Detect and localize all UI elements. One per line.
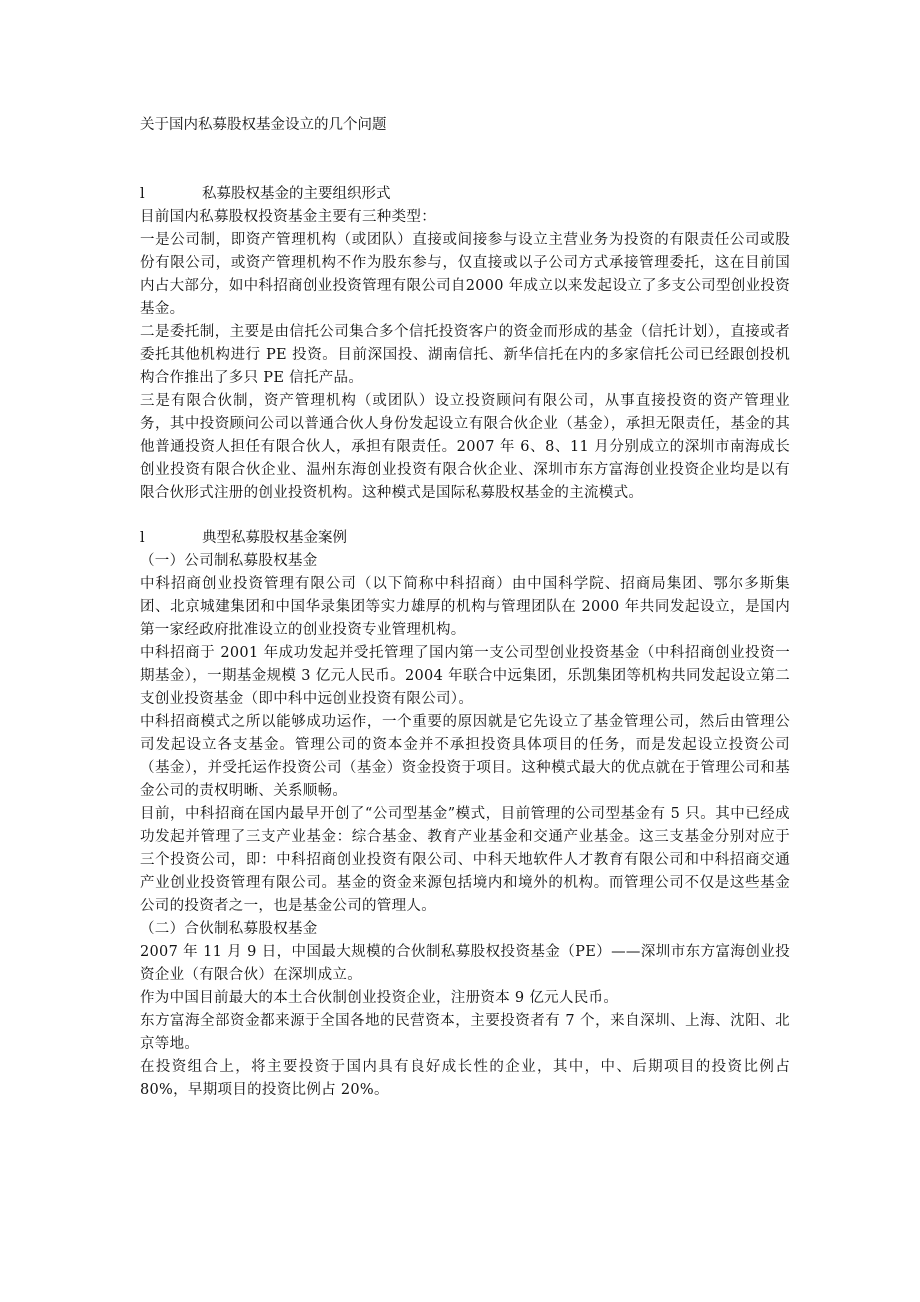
paragraph: 目前国内私募股权投资基金主要有三种类型： <box>140 209 436 225</box>
paragraph: 三是有限合伙制，资产管理机构（或团队）设立投资顾问有限公司，从事直接投资的资产管理业务，其中投资顾问公司以普通合伙人身份发起设立有限合伙企业（基金），承担无限责任，基金的其他普通投资人担任有限合伙人，承担有限责任。2007 年 6、8、11 月分别成立的深圳市南海成长创业投资有限合伙企业、温州东海创业投资有限合伙企业、深圳市东方富海创业投资企业均是以有限合伙形式注册的创业投资机构。这种模式是国际私募股权基金的主流模式。 <box>140 393 790 501</box>
document-title: 关于国内私募股权基金设立的几个问题 <box>140 117 387 133</box>
section-heading <box>140 183 790 206</box>
section-heading <box>140 527 790 550</box>
paragraph: 作为中国目前最大的本土合伙制创业投资企业，注册资本 9 亿元人民币。 <box>140 990 619 1006</box>
paragraph: 中科招商于 2001 年成功发起并受托管理了国内第一支公司型创业投资基金（中科招商创业投资一期基金），一期基金规模 3 亿元人民币。2004 年联合中远集团，乐凯集团等机构共同发起设立第二支创业投资基金（即中科中远创业投资有限公司）。 <box>140 645 790 707</box>
subheading: （一）公司制私募股权基金 <box>140 553 318 569</box>
paragraph: 东方富海全部资金都来源于全国各地的民营资本，主要投资者有 7 个，来自深圳、上海、沈阳、北京等地。 <box>140 1013 790 1052</box>
subheading: （二）合伙制私募股权基金 <box>140 921 318 937</box>
paragraph: 一是公司制，即资产管理机构（或团队）直接或间接参与设立主营业务为投资的有限责任公司或股份有限公司，或资产管理机构不作为股东参与，仅直接或以子公司方式承接管理委托，这在目前国内占大部分，如中科招商创业投资管理有限公司自2000 年成立以来发起设立了多支公司型创业投资基金。 <box>140 232 790 317</box>
bullet-marker: l <box>140 530 145 546</box>
paragraph: 在投资组合上，将主要投资于国内具有良好成长性的企业，其中，中、后期项目的投资比例占 80%，早期项目的投资比例占 20%。 <box>140 1059 790 1098</box>
document-page <box>140 113 790 1102</box>
bullet-marker: l <box>140 186 145 202</box>
section-typical-cases <box>140 527 790 1102</box>
section-heading-text: 典型私募股权基金案例 <box>202 530 347 546</box>
paragraph: 中科招商模式之所以能够成功运作，一个重要的原因就是它先设立了基金管理公司，然后由管理公司发起设立各支基金。管理公司的资本金并不承担投资具体项目的任务，而是发起设立投资公司（基金），并受托运作投资公司（基金）资金投资于项目。这种模式最大的优点就在于管理公司和基金公司的责权明晰、关系顺畅。 <box>140 714 790 799</box>
paragraph: 二是委托制，主要是由信托公司集合多个信托投资客户的资金而形成的基金（信托计划），直接或者委托其他机构进行 PE 投资。目前深国投、湖南信托、新华信托在内的多家信托公司已经跟创投机构合作推出了多只 PE 信托产品。 <box>140 324 790 386</box>
section-organization-forms <box>140 183 790 505</box>
section-heading-text: 私募股权基金的主要组织形式 <box>202 186 391 202</box>
paragraph: 目前，中科招商在国内最早开创了“公司型基金”模式，目前管理的公司型基金有 5 只。其中已经成功发起并管理了三支产业基金：综合基金、教育产业基金和交通产业基金。这三支基金分别对应于三个投资公司，即：中科招商创业投资有限公司、中科天地软件人才教育有限公司和中科招商交通产业创业投资管理有限公司。基金的资金来源包括境内和境外的机构。而管理公司不仅是这些基金公司的投资者之一，也是基金公司的管理人。 <box>140 806 790 914</box>
paragraph: 中科招商创业投资管理有限公司（以下简称中科招商）由中国科学院、招商局集团、鄂尔多斯集团、北京城建集团和中国华录集团等实力雄厚的机构与管理团队在 2000 年共同发起设立，是国内第一家经政府批准设立的创业投资专业管理机构。 <box>140 576 790 638</box>
paragraph: 2007 年 11 月 9 日，中国最大规模的合伙制私募股权投资基金（PE）——深圳市东方富海创业投资企业（有限合伙）在深圳成立。 <box>140 944 790 983</box>
